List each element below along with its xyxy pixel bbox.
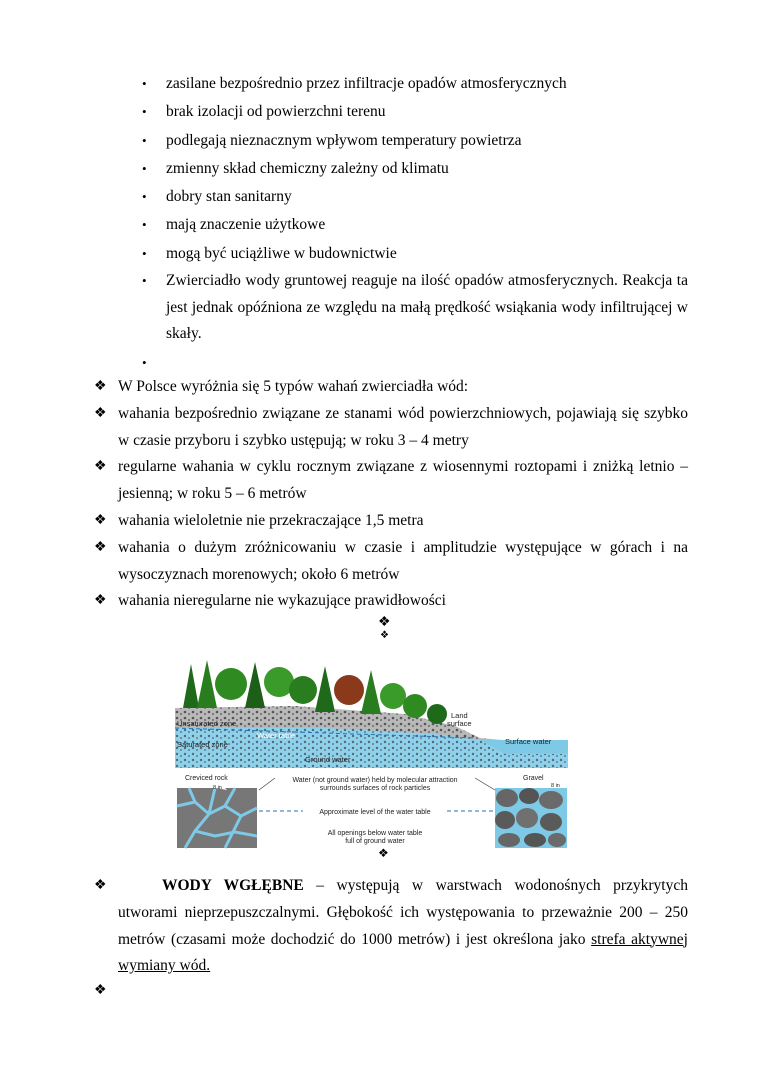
bullet-dot: • [142, 217, 147, 233]
tree [245, 662, 265, 708]
diamond-bullet-icon: ❖ [378, 846, 389, 860]
tree [380, 683, 406, 709]
pebble [540, 813, 562, 831]
label-openings-2: full of ground water [345, 838, 405, 845]
tree [197, 660, 217, 708]
tree [334, 675, 364, 705]
diamond-bullet-icon: ❖ [94, 512, 107, 528]
list-item: ❖ wahania nieregularne nie wykazujące prawidłowości [0, 588, 760, 615]
tree [215, 668, 247, 700]
bullet-dot: • [142, 160, 147, 176]
list-item: ❖ wahania wieloletnie nie przekraczające 1,5 metra [0, 508, 760, 535]
groundwater-diagram [175, 656, 568, 852]
bullet-dot: • [142, 245, 147, 261]
bullet-dot: • [142, 76, 147, 91]
list-item: • dobry stan sanitarny [0, 183, 760, 210]
label-scale-right: 8 in [551, 783, 560, 789]
list-item: ❖ regularne wahania w cyklu rocznym związane z wiosennymi roztopami i zniżką letnio – jesienną; w roku 5 – 6 metrów [0, 454, 760, 508]
pebble [498, 833, 520, 847]
round-bullet-list [0, 70, 760, 377]
pebble [495, 811, 515, 829]
pebble [539, 791, 563, 809]
label-ground-water: Ground water [305, 755, 351, 764]
label-gravel: Gravel [523, 775, 544, 782]
diamond-bullet-icon: ❖ [94, 878, 107, 893]
diamond-bullet-icon: ❖ [380, 630, 389, 641]
underlined-term: strefa aktywnej wymiany wód. [118, 930, 688, 975]
wody-wglebne-paragraph: ❖ WODY WGŁĘBNE – występują w warstwach wodonośnych przykrytych utworami nieprzepuszczalnymi. Głębokość ich występowania to przeważnie 200 – 250 metrów (czasami może dochodzić do 1000 metrów) i jest określona jako strefa aktywnej wymiany wód. [0, 873, 760, 980]
list-item: • zmienny skład chemiczny zależny od klimatu [0, 155, 760, 182]
list-item: • podlegają nieznacznym wpływom temperatury powietrza [0, 127, 760, 154]
label-creviced-rock: Creviced rock [185, 775, 228, 782]
list-item-empty [0, 349, 760, 376]
list-item: • mogą być uciążliwe w budownictwie [0, 240, 760, 267]
tree [289, 676, 317, 704]
label-surface: surface [447, 719, 472, 728]
diamond-bullet-icon: ❖ [94, 593, 107, 609]
diamond-bullet-icon: ❖ [94, 459, 107, 475]
diamond-bullet-list [0, 374, 760, 615]
tree [183, 664, 199, 708]
list-item: • Zwierciadło wody gruntowej reaguje na ilość opadów atmosferycznych. Reakcja ta jest jednak opóźniona ze względu na małą prędkość wsiąkania wody infiltrującej w skały. [0, 268, 760, 348]
pebble [524, 833, 546, 847]
bullet-dot: • [142, 273, 147, 289]
label-saturated-zone: Saturated zone [177, 740, 228, 749]
bullet-dot: • [142, 132, 147, 148]
label-land: Land [451, 711, 468, 720]
pointer-right [475, 778, 495, 790]
label-unsaturated-zone: Unsaturated zone [177, 719, 237, 728]
pebble [496, 789, 518, 807]
list-item: ❖ W Polsce wyróżnia się 5 typów wahań zwierciadła wód: [0, 374, 760, 401]
list-item: ❖ wahania bezpośrednio związane ze stanami wód powierzchniowych, pojawiają się szybko w czasie przyboru i szybko ustępują; w roku 3 – 4 metry [0, 401, 760, 455]
label-surface-water: Surface water [505, 737, 552, 746]
bullet-dot: • [142, 354, 147, 370]
diamond-bullet-icon: ❖ [94, 379, 107, 394]
gravel-block [495, 788, 567, 848]
diamond-bullet-icon: ❖ [378, 615, 391, 630]
diamond-bullet-icon: ❖ [94, 405, 107, 421]
list-item: • brak izolacji od powierzchni terenu [0, 98, 760, 125]
term-wody-wglebne: WODY WGŁĘBNE [162, 877, 304, 894]
bullet-dot: • [142, 189, 147, 205]
tree [427, 704, 447, 724]
label-water-note-1: Water (not ground water) held by molecular attraction [292, 777, 458, 784]
pebble [548, 833, 566, 847]
label-approx-level: Approximate level of the water table [319, 809, 431, 816]
label-water-table: Water table [257, 731, 296, 740]
pointer-left [259, 778, 275, 790]
pebble [519, 788, 539, 804]
label-scale-left: 8 in [213, 785, 222, 791]
tree [361, 670, 381, 714]
label-openings-1: All openings below water table [327, 830, 423, 837]
list-item: • mają znaczenie użytkowe [0, 211, 760, 238]
bullet-dot: • [142, 104, 147, 120]
tree [403, 694, 427, 718]
label-water-note-2: surrounds surfaces of rock particles [319, 785, 431, 792]
list-item: • zasilane bezpośrednio przez infiltracje opadów atmosferycznych [0, 70, 760, 97]
pebble [516, 808, 538, 828]
diamond-bullet-icon: ❖ [94, 539, 107, 555]
diamond-bullet-icon: ❖ [94, 983, 107, 998]
list-item: ❖ wahania o dużym zróżnicowaniu w czasie i amplitudzie występujące w górach i na wysoczyznach morenowych; około 6 metrów [0, 535, 760, 589]
tree [315, 666, 335, 712]
